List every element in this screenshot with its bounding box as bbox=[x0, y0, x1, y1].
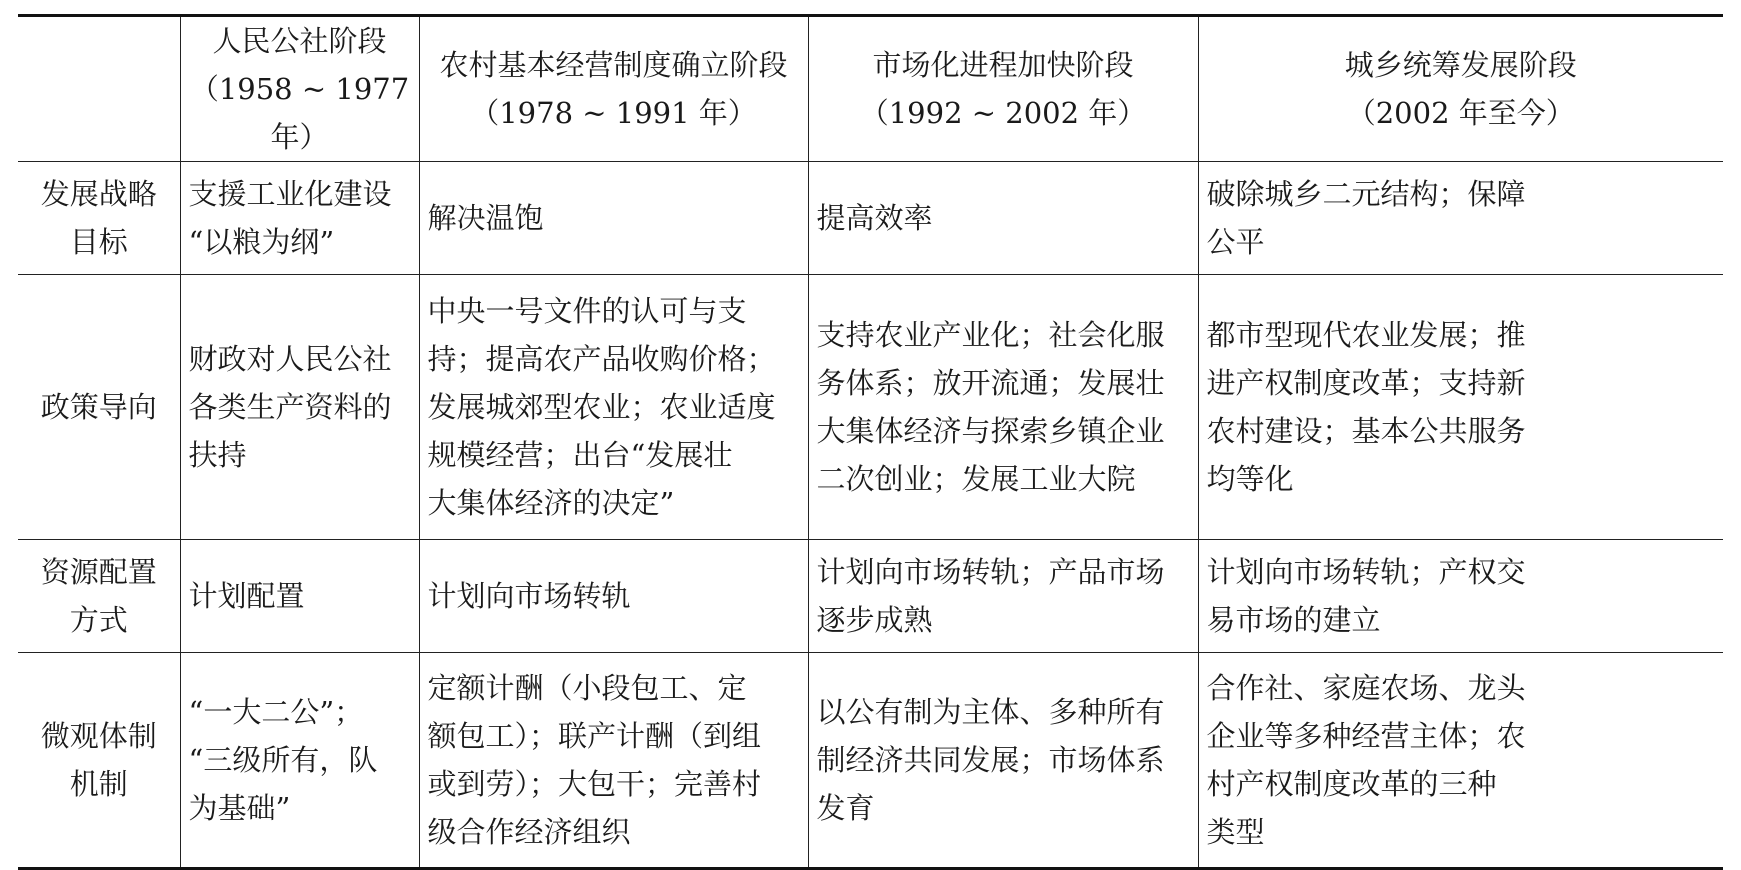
table-row bbox=[18, 275, 1723, 540]
table-row bbox=[18, 653, 1723, 869]
table-cell: 财政对人民公社 各类生产资料的 扶持 bbox=[180, 275, 419, 540]
row-label: 发展战略 目标 bbox=[18, 162, 180, 275]
table-row bbox=[18, 540, 1723, 653]
table-cell: 解决温饱 bbox=[419, 162, 808, 275]
table-row bbox=[18, 162, 1723, 275]
header-corner bbox=[18, 16, 180, 162]
header-urban-rural-stage: 城乡统筹发展阶段 （2002 年至今） bbox=[1198, 16, 1723, 162]
table-cell: 都市型现代农业发展；推 进产权制度改革；支持新 农村建设；基本公共服务 均等化 bbox=[1198, 275, 1723, 540]
row-label: 资源配置 方式 bbox=[18, 540, 180, 653]
table-cell: 中央一号文件的认可与支 持；提高农产品收购价格； 发展城郊型农业；农业适度 规模经营；出台“发展壮 大集体经济的决定” bbox=[419, 275, 808, 540]
table-cell: “一大二公”； “三级所有，队 为基础” bbox=[180, 653, 419, 869]
table-container bbox=[18, 14, 1723, 870]
table-cell: 计划向市场转轨；产权交 易市场的建立 bbox=[1198, 540, 1723, 653]
table-cell: 计划配置 bbox=[180, 540, 419, 653]
table-cell: 计划向市场转轨 bbox=[419, 540, 808, 653]
header-marketization-stage: 市场化进程加快阶段 （1992 ~ 2002 年） bbox=[808, 16, 1198, 162]
table-cell: 计划向市场转轨；产品市场 逐步成熟 bbox=[808, 540, 1198, 653]
stages-table bbox=[18, 14, 1723, 870]
table-cell: 支持农业产业化；社会化服 务体系；放开流通；发展壮 大集体经济与探索乡镇企业 二次创业；发展工业大院 bbox=[808, 275, 1198, 540]
table-cell: 以公有制为主体、多种所有 制经济共同发展；市场体系 发育 bbox=[808, 653, 1198, 869]
table-cell: 支援工业化建设 “以粮为纲” bbox=[180, 162, 419, 275]
row-label: 微观体制 机制 bbox=[18, 653, 180, 869]
table-cell: 提高效率 bbox=[808, 162, 1198, 275]
table-cell: 破除城乡二元结构；保障 公平 bbox=[1198, 162, 1723, 275]
header-basic-system-stage: 农村基本经营制度确立阶段 （1978 ~ 1991 年） bbox=[419, 16, 808, 162]
header-people-commune-stage: 人民公社阶段 （1958 ~ 1977 年） bbox=[180, 16, 419, 162]
table-cell: 合作社、家庭农场、龙头 企业等多种经营主体；农 村产权制度改革的三种 类型 bbox=[1198, 653, 1723, 869]
row-label: 政策导向 bbox=[18, 275, 180, 540]
table-cell: 定额计酬（小段包工、定 额包工）；联产计酬（到组 或到劳）；大包干；完善村 级合作经济组织 bbox=[419, 653, 808, 869]
header-row bbox=[18, 16, 1723, 162]
